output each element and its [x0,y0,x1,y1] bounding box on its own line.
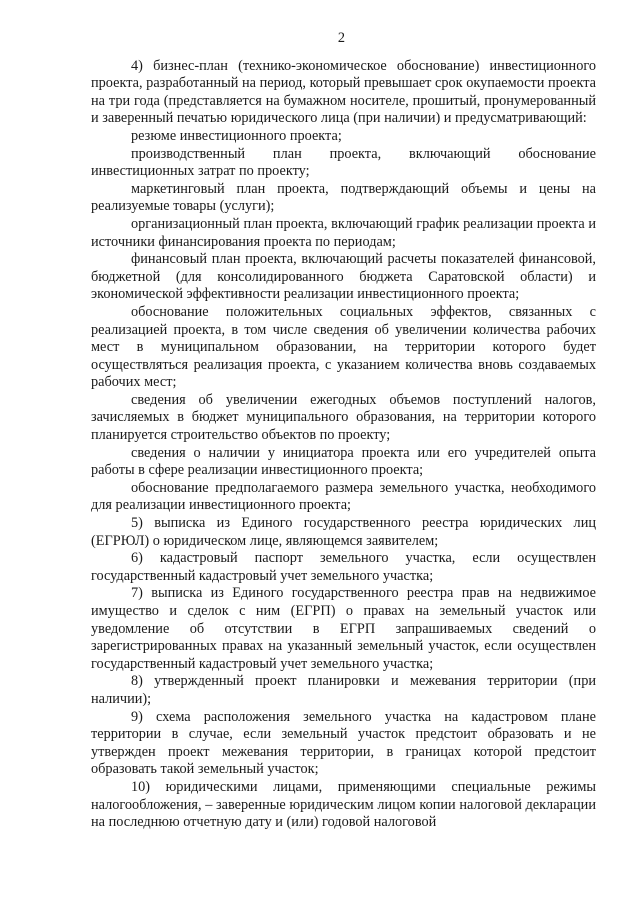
paragraph: 7) выписка из Единого государственного реестра прав на недвижимое имущество и сделок с ним (ЕГРП) о правах на земельный участок или уведомление об отсутствии в ЕГРП запрашиваемых сведений о зарегистрированных правах на указанный земельный участок, если осуществлен государственный кадастровый учет земельного участка; [91,585,596,672]
paragraph: резюме инвестиционного проекта; [131,127,342,144]
paragraph: 4) бизнес-план (технико-экономическое обоснование) инвестиционного проекта, разработанный на период, который превышает срок окупаемости проекта на три года (представляется на бумажном носителе, прошитый, пронумерованный и заверенный печатью юридического лица (при наличии) и предусматривающий: [91,57,596,127]
paragraph: производственный план проекта, включающий обоснование инвестиционных затрат по проекту; [91,145,596,180]
paragraph: 5) выписка из Единого государственного реестра юридических лиц (ЕГРЮЛ) о юридическом лице, являющемся заявителем; [91,515,596,549]
page-number: 2 [337,30,346,46]
paragraph: сведения о наличии у инициатора проекта или его учредителей опыта работы в сфере реализации инвестиционного проекта; [91,444,596,479]
paragraph: обоснование предполагаемого размера земельного участка, необходимого для реализации инвестиционного проекта; [91,479,596,514]
paragraph: обоснование положительных социальных эффектов, связанных с реализацией проекта, в том числе сведения об увеличении количества рабочих мест в муниципальном образовании, на территории которого будет осуществляться реализация проекта, с указанием количества вновь создаваемых рабочих мест; [91,303,596,391]
document-body [91,58,596,832]
paragraph: 10) юридическими лицами, применяющими специальные режимы налогообложения, – заверенные юридическим лицом копии налоговой декларации на последнюю отчетную дату и (или) годовой налоговой [91,778,596,831]
paragraph: 6) кадастровый паспорт земельного участка, если осуществлен государственный кадастровый учет земельного участка; [91,550,596,584]
paragraph: финансовый план проекта, включающий расчеты показателей финансовой, бюджетной (для консолидированного бюджета Саратовской области) и экономической эффективности реализации инвестиционного проекта; [91,251,596,303]
paragraph: 9) схема расположения земельного участка на кадастровом плане территории в случае, если земельный участок предстоит образовать и не утвержден проект межевания территории, в границах которой предстоит образовать такой земельный участок; [91,708,596,778]
paragraph: маркетинговый план проекта, подтверждающий объемы и цены на реализуемые товары (услуги); [91,180,596,215]
paragraph: 8) утвержденный проект планировки и межевания территории (при наличии); [91,673,596,707]
paragraph: организационный план проекта, включающий график реализации проекта и источники финансирования проекта по периодам; [91,215,596,250]
paragraph: сведения об увеличении ежегодных объемов поступлений налогов, зачисляемых в бюджет муниципального образования, на территории которого планируется строительство объектов по проекту; [91,391,596,444]
